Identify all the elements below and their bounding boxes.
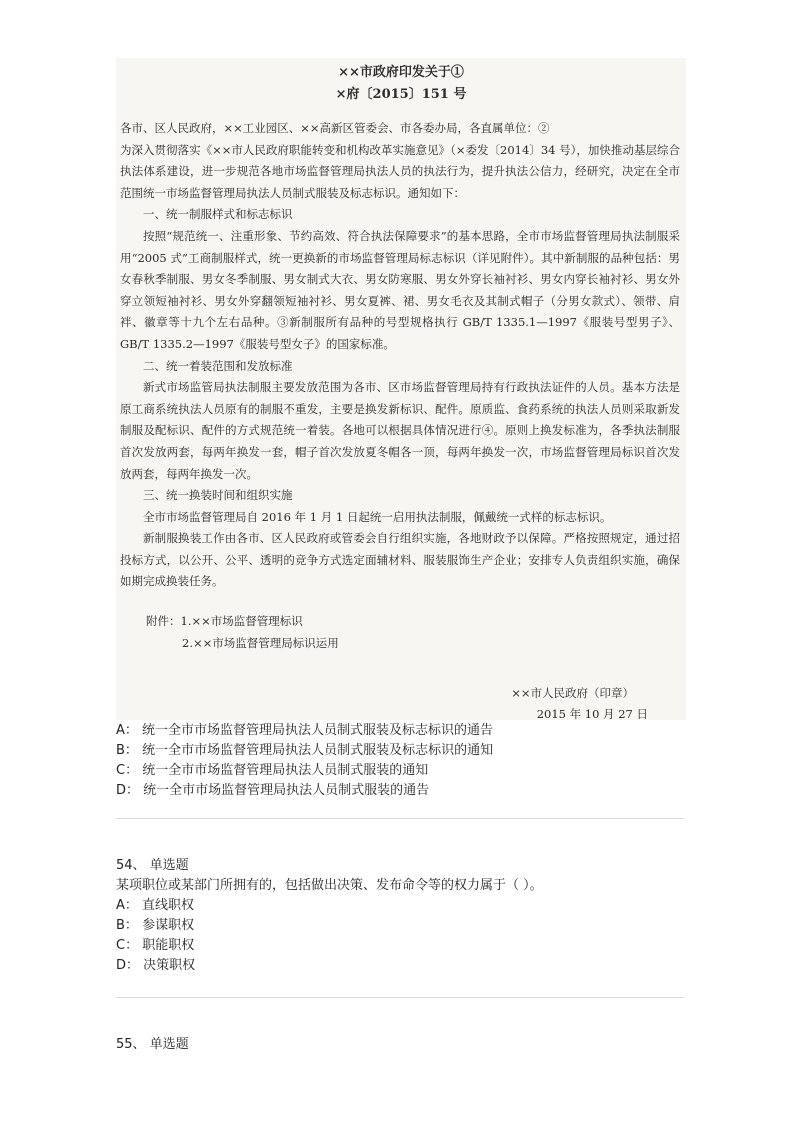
option-letter: D： xyxy=(116,958,140,973)
option-text: 职能职权 xyxy=(142,938,195,953)
divider xyxy=(116,997,684,998)
question-55 xyxy=(116,1035,189,1055)
option-letter: A： xyxy=(116,723,138,738)
option-text: 决策职权 xyxy=(143,958,196,973)
document-addressee: 各市、区人民政府，××工业园区、××高新区管委会、市各委办局，各直属单位：② xyxy=(120,121,550,135)
option-c[interactable] xyxy=(116,936,543,956)
option-letter: D： xyxy=(116,783,140,798)
option-letter: C： xyxy=(116,763,139,778)
section1-heading: 一、统一制服样式和标志标识 xyxy=(143,207,293,222)
signing-date: 2015 年 10 月 27 日 xyxy=(536,707,648,720)
option-letter: C： xyxy=(116,938,139,953)
option-b[interactable] xyxy=(116,741,493,761)
signer: ××市人民政府（印章） xyxy=(511,686,634,700)
option-text: 统一全市市场监督管理局执法人员制式服装及标志标识的通告 xyxy=(142,723,494,738)
scanned-document-image xyxy=(116,58,686,720)
attachment-1: 附件：1.××市场监督管理标识 xyxy=(146,614,303,629)
option-b[interactable] xyxy=(116,916,543,936)
option-text: 参谋职权 xyxy=(142,918,195,933)
option-d[interactable] xyxy=(116,781,493,801)
option-c[interactable] xyxy=(116,761,493,781)
document-title: ××市政府印发关于① xyxy=(338,65,464,80)
option-d[interactable] xyxy=(116,956,543,976)
option-text: 统一全市市场监督管理局执法人员制式服装的通知 xyxy=(142,763,429,778)
option-a[interactable] xyxy=(116,721,493,741)
question-header: 54、 单选题 xyxy=(116,858,189,873)
attachment-2: 2.××市场监督管理局标识运用 xyxy=(182,635,339,650)
option-text: 统一全市市场监督管理局执法人员制式服装的通告 xyxy=(143,783,430,798)
option-letter: B： xyxy=(116,918,138,933)
question-54 xyxy=(116,856,543,976)
section2-heading: 二、统一着装范围和发放标准 xyxy=(143,358,293,373)
question-stem: 某项职位或某部门所拥有的，包括做出决策、发布命令等的权力属于（ ）。 xyxy=(116,878,543,893)
section3-body1: 全市市场监督管理局自 2016 年 1 月 1 日起统一启用执法制服，佩戴统一式样的标志标识。 xyxy=(143,509,612,524)
document-number: ×府〔2015〕151 号 xyxy=(335,87,467,102)
question-header: 55、 单选题 xyxy=(116,1037,189,1052)
option-letter: A： xyxy=(116,898,138,913)
section2-body: 新式市场监管局执法制服主要发放范围为各市、区市场监督管理局持有行政执法证件的人员。基本方法是原工商系统执法人员原有的制服不重发，主要是换发新标识、配件。原质监、食药系统的执法人员则采取新发制服及配标识、配件的方式规范统一着装。各地可以根据具体情况进行④。原则上换发标准为，各季执法制服首次发放两套，每两年换发一套，帽子首次发放夏冬帽各一顶，每两年换发一次，市场监督管理局标识首次发放两套，每两年换发一次。 xyxy=(120,380,680,481)
divider xyxy=(116,818,684,819)
previous-question-options xyxy=(116,721,493,801)
option-text: 直线职权 xyxy=(142,898,195,913)
option-letter: B： xyxy=(116,743,138,758)
section1-body: 按照“规范统一、注重形象、节约高效、符合执法保障要求”的基本思路，全市市场监督管理局执法制服采用“2005 式”工商制服样式，统一更换新的市场监督管理局标志标识（详见附件）。其中新制服的品种包括：男女春秋季制服、男女冬季制服、男女制式大衣、男女防寒服、男女外穿长袖衬衫、男女内穿长袖衬衫、男女外穿立领短袖衬衫、男女外穿翻领短袖衬衫、男女夏裤、裙、男女毛衣及其制式帽子（分男女款式）、领带、肩袢、徽章等十九个左右品种。③新制服所有品种的号型规格执行 GB/T 1335.1—1997《服装号型男子》、GB/T 1335.2—1997《服装号型女子》的国家标准。 xyxy=(120,228,680,351)
document-intro: 为深入贯彻落实《××市人民政府职能转变和机构改革实施意见》（×委发〔2014〕34 号），加快推动基层综合执法体系建设，进一步规范各地市场监督管理局执法人员的执法行为，提升执法公信力，经研究，决定在全市范围统一市场监督管理局执法人员制式服装及标志标识。通知如下： xyxy=(120,142,680,200)
section3-body2: 新制服换装工作由各市、区人民政府或管委会自行组织实施，各地财政予以保障。严格按照规定，通过招投标方式，以公开、公平、透明的竞争方式选定面辅材料、服装服饰生产企业；安排专人负责组织实施，确保如期完成换装任务。 xyxy=(120,531,680,589)
option-text: 统一全市市场监督管理局执法人员制式服装及标志标识的通知 xyxy=(142,743,494,758)
section3-heading: 三、统一换装时间和组织实施 xyxy=(143,488,293,503)
option-a[interactable] xyxy=(116,896,543,916)
document-signature xyxy=(511,683,648,720)
